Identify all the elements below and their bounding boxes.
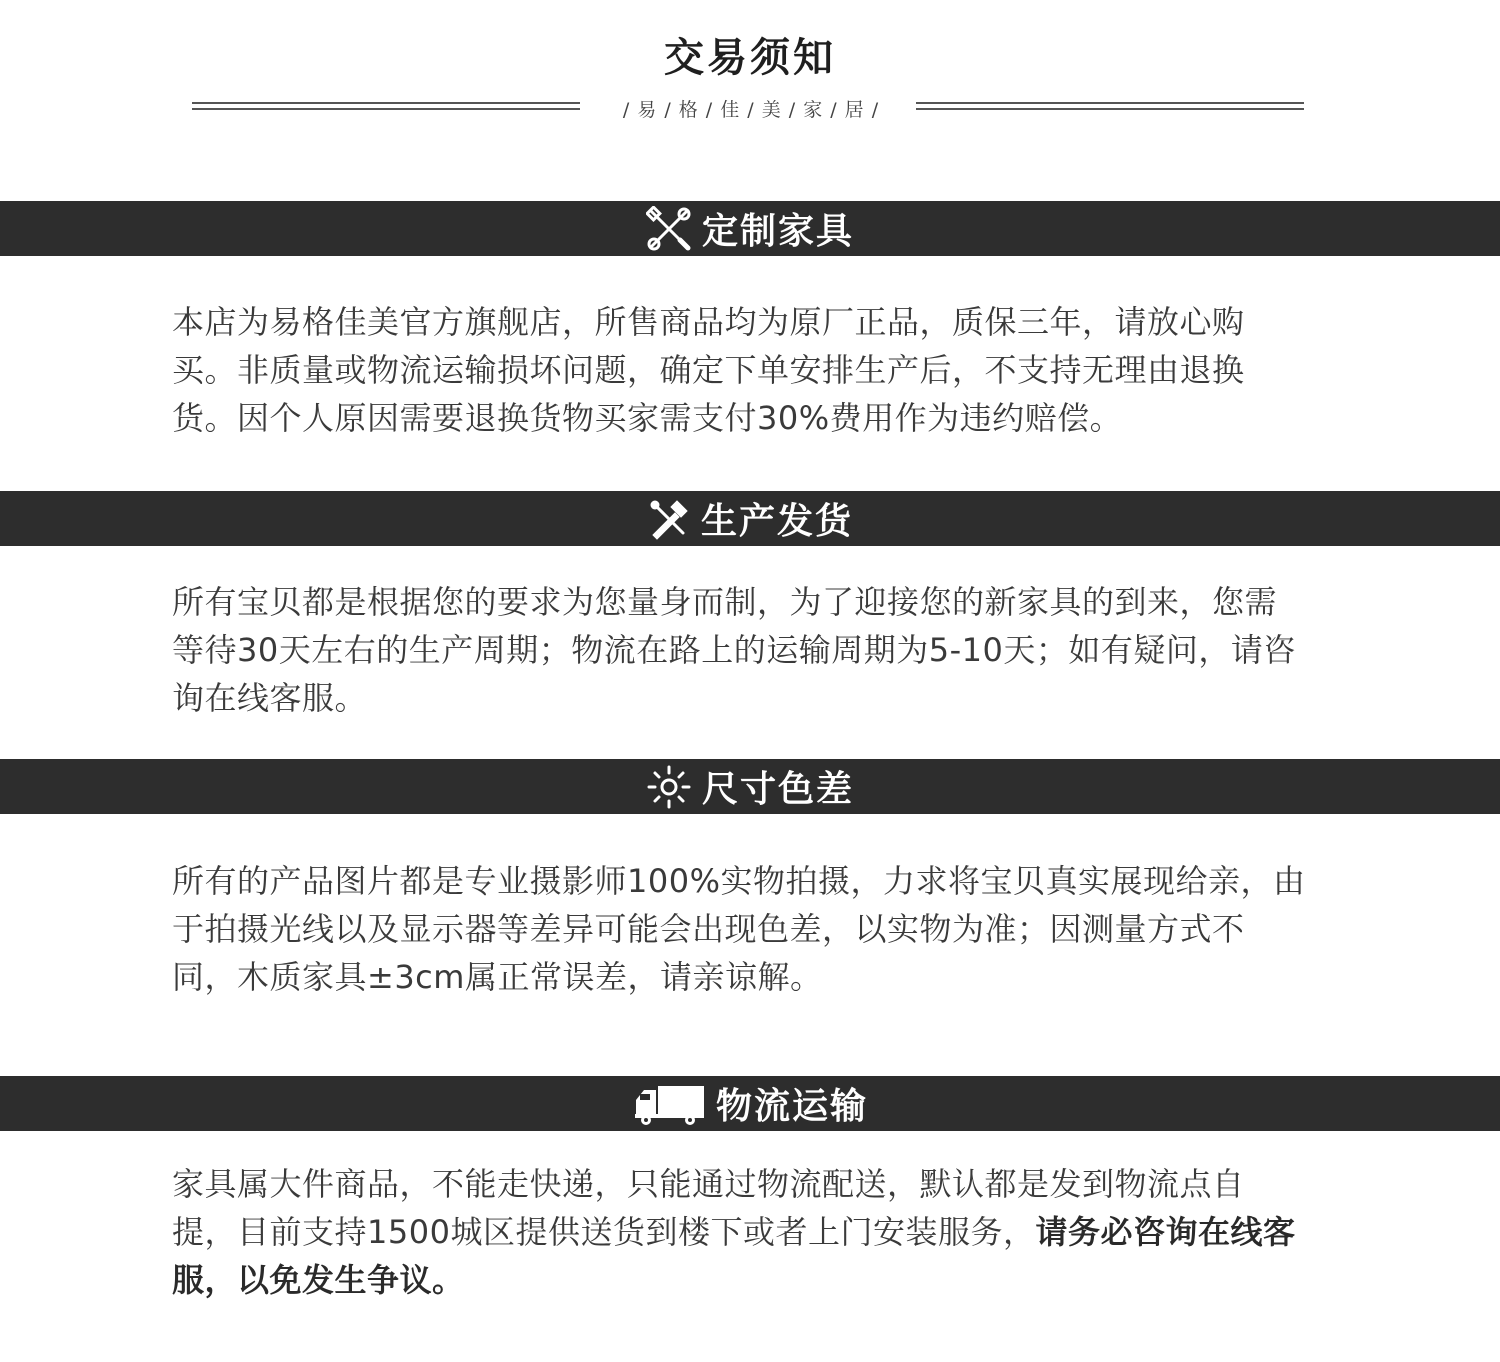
brand-subtitle: / 易 / 格 / 佳 / 美 / 家 / 居 / xyxy=(622,99,880,121)
divider-right xyxy=(916,102,1304,110)
section-bar-production-shipping xyxy=(0,491,1500,546)
section-text-size-color: 所有的产品图片都是专业摄影师100%实物拍摄，力求将宝贝真实展现给亲，由于拍摄光线以及显示器等差异可能会出现色差，以实物为准；因测量方式不同，木质家具±3cm属正常误差，请亲谅解。 xyxy=(172,862,1306,996)
logistics-bold-text: 请务必咨询在线客服，以免发生争议。 xyxy=(172,1213,1296,1299)
section-title: 定制家具 xyxy=(701,211,854,252)
tools-cross-icon xyxy=(646,206,692,252)
subtitle-row xyxy=(0,92,1500,122)
section-title: 尺寸色差 xyxy=(701,769,854,810)
sun-icon xyxy=(646,764,692,810)
page-title: 交易须知 xyxy=(664,35,836,81)
section-bar-custom-furniture xyxy=(0,201,1500,256)
tools-icon xyxy=(647,497,691,541)
section-text-production-shipping: 所有宝贝都是根据您的要求为您量身而制，为了迎接您的新家具的到来，您需等待30天左右的生产周期；物流在路上的运输周期为5-10天；如有疑问，请咨询在线客服。 xyxy=(172,583,1296,717)
logistics-text: 家具属大件商品，不能走快递，只能通过物流配送，默认都是发到物流点自提，目前支持1500城区提供送货到楼下或者上门安装服务， xyxy=(172,1165,1245,1251)
divider-left xyxy=(192,102,580,110)
section-title: 物流运输 xyxy=(715,1086,868,1127)
section-bar-logistics xyxy=(0,1076,1500,1131)
section-text-custom-furniture: 本店为易格佳美官方旗舰店，所售商品均为原厂正品，质保三年，请放心购买。非质量或物流运输损坏问题，确定下单安排生产后，不支持无理由退换货。因个人原因需要退换货物买家需支付30%费用作为违约赔偿。 xyxy=(172,303,1245,437)
section-bar-size-color xyxy=(0,759,1500,814)
section-title: 生产发货 xyxy=(700,501,853,542)
section-text-logistics xyxy=(172,1160,1307,1304)
truck-icon xyxy=(632,1082,706,1126)
